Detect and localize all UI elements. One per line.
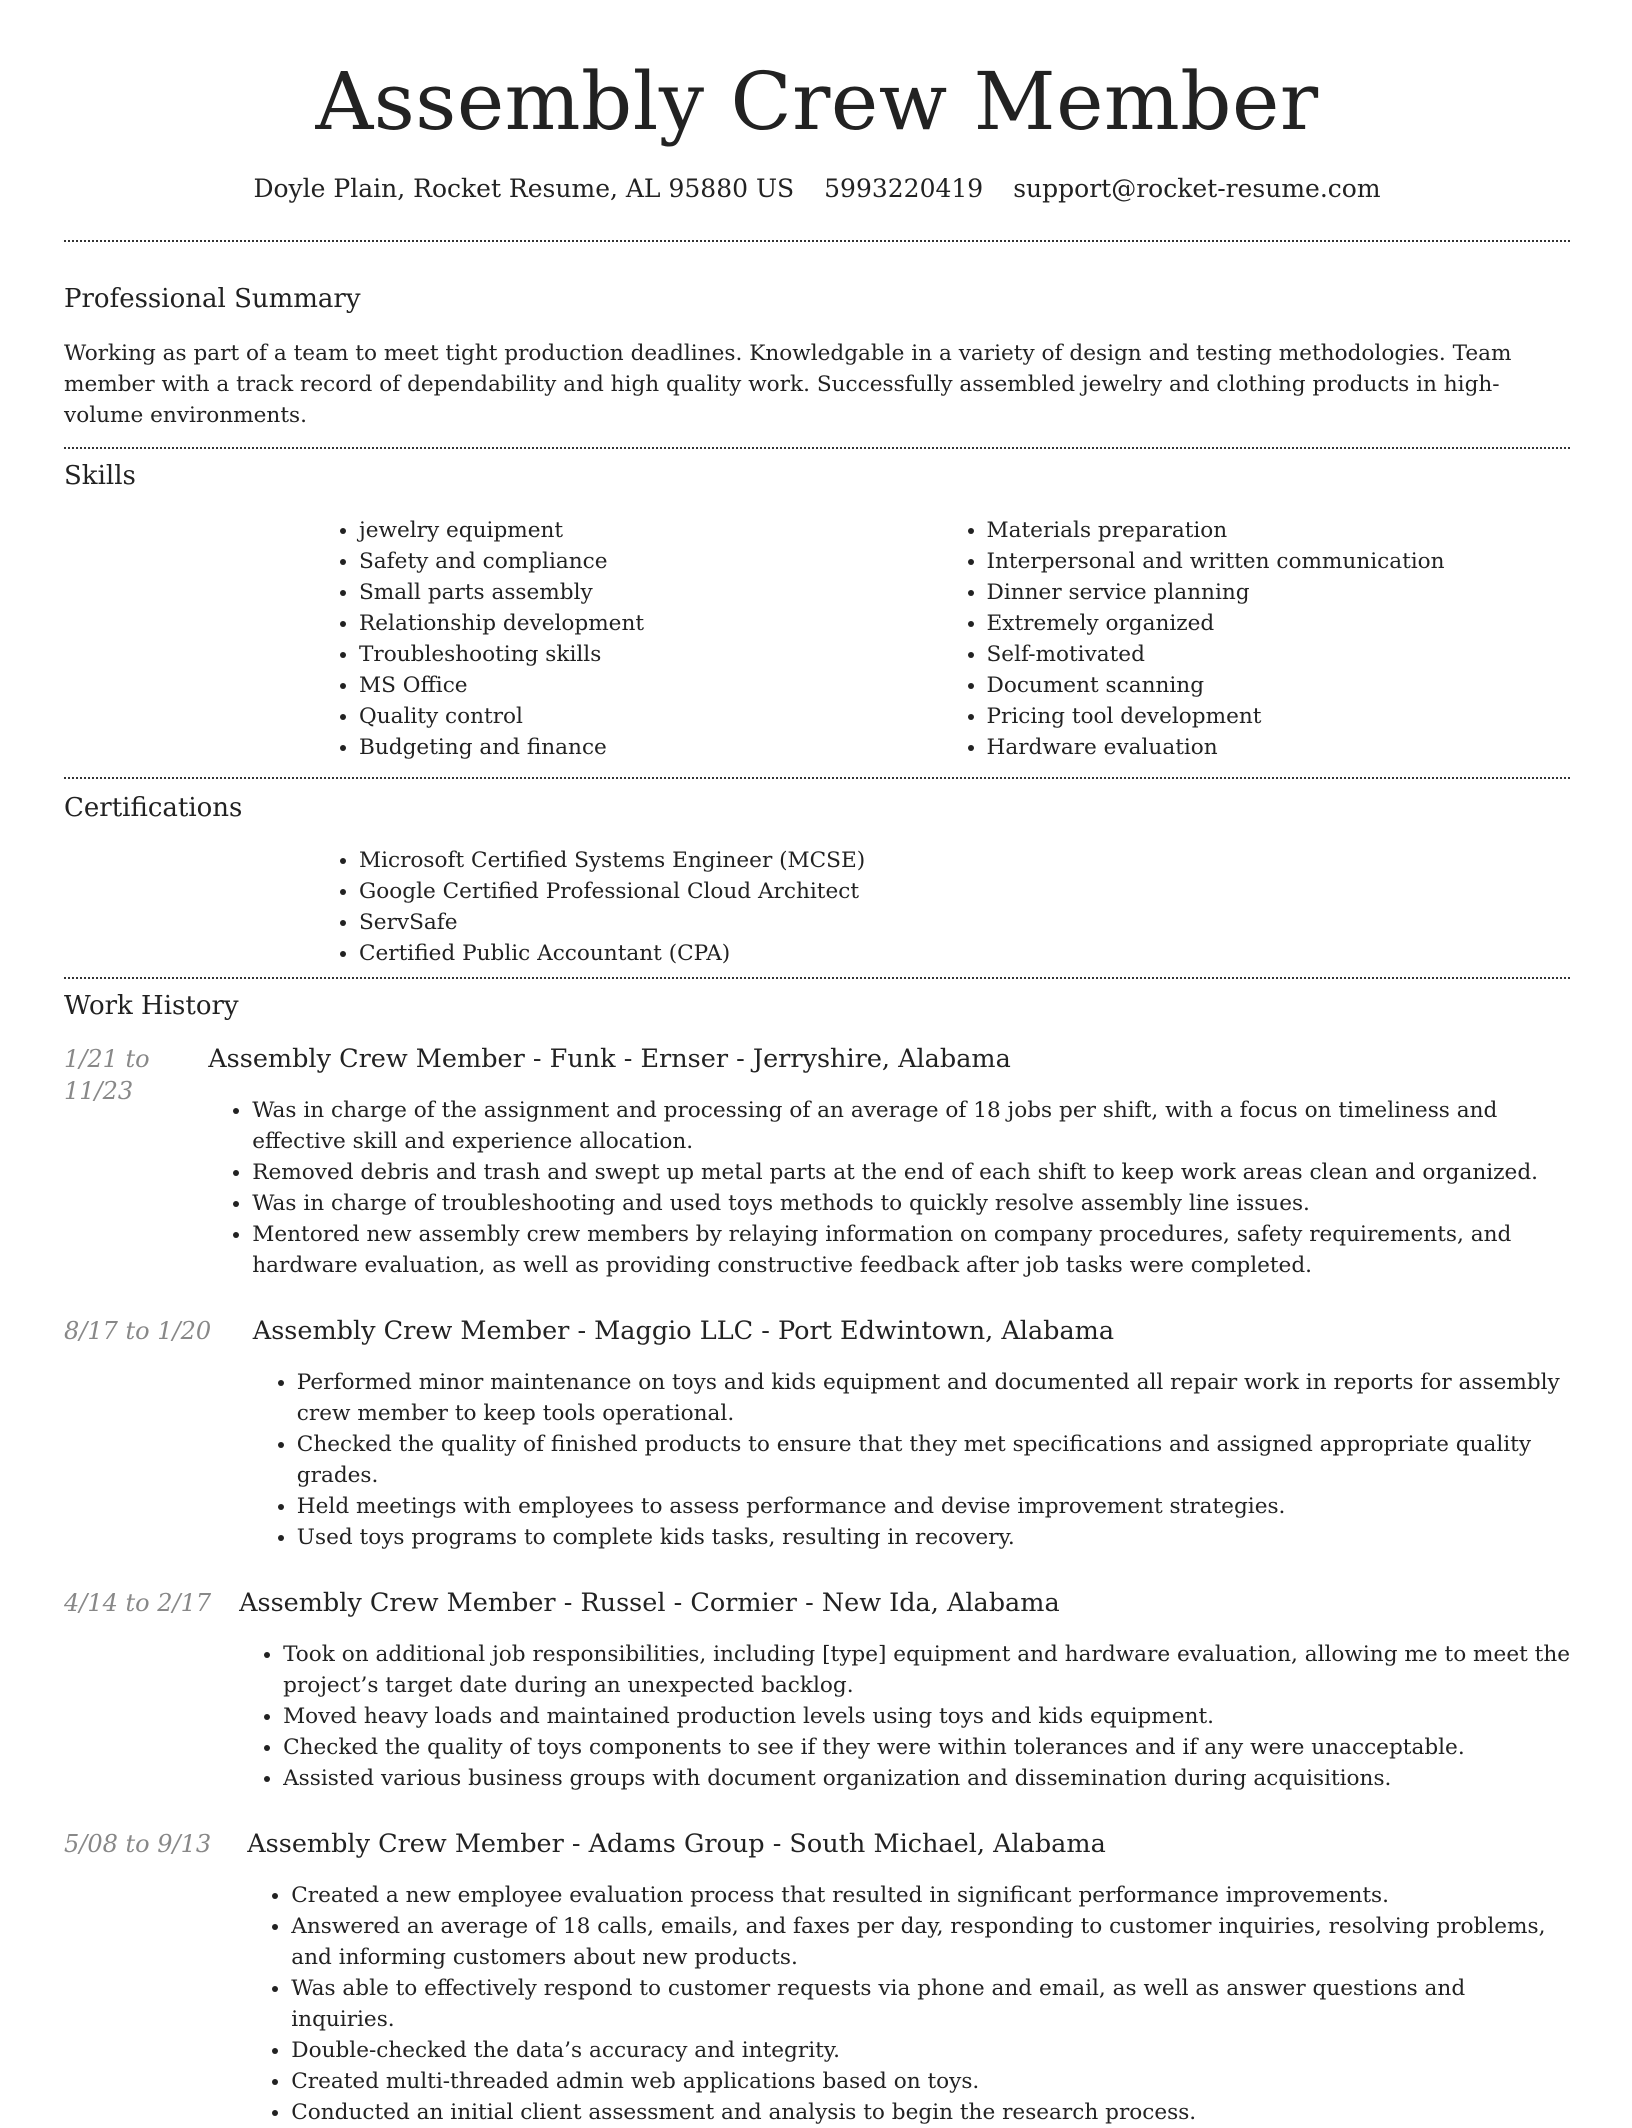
job-bullet: • Moved heavy loads and maintained production levels using toys and kids equipment. — [283, 1701, 1570, 1732]
job-bullets — [253, 1367, 1570, 1553]
skill-item: • Budgeting and finance — [359, 732, 943, 763]
skill-item: • MS Office — [359, 670, 943, 701]
summary-text: Working as part of a team to meet tight production deadlines. Knowledgable in a variety of design and testing methodologies. Team member with a track record of dependability and high quality work. Successfully assembled jewelry and clothing products in high-volume environments. — [64, 341, 1512, 428]
skills-list-right — [943, 515, 1571, 763]
job-entry — [64, 1315, 1570, 1553]
job-bullet: • Performed minor maintenance on toys and kids equipment and documented all repair work in reports for assembly crew member to keep tools operational. — [297, 1367, 1570, 1429]
job-dates: 4/14 to 2/17 — [64, 1589, 212, 1617]
job-bullet: • Was in charge of troubleshooting and used toys methods to quickly resolve assembly line issues. — [252, 1188, 1570, 1219]
certification-item: • Microsoft Certified Systems Engineer (MCSE) — [359, 845, 1570, 876]
certifications-list — [315, 845, 1570, 969]
divider — [64, 447, 1570, 449]
job-bullet: • Mentored new assembly crew members by relaying information on company procedures, safety requirements, and hardware evaluation, as well as providing constructive feedback after job tasks were completed. — [252, 1219, 1570, 1281]
skill-item: • Small parts assembly — [359, 577, 943, 608]
skills-columns — [315, 515, 1570, 763]
work-history-heading: Work History — [64, 991, 239, 1021]
skill-item: • Self-motivated — [987, 639, 1571, 670]
contact-line — [64, 172, 1570, 206]
divider — [64, 777, 1570, 779]
skills-list-left — [315, 515, 943, 763]
summary-section — [64, 282, 1570, 431]
divider — [64, 240, 1570, 242]
certification-item: • Google Certified Professional Cloud Architect — [359, 876, 1570, 907]
resume-page — [64, 0, 1570, 2128]
job-dates: 5/08 to 9/13 — [64, 1830, 212, 1858]
job-dates: 8/17 to 1/20 — [64, 1317, 212, 1345]
divider — [64, 977, 1570, 979]
skill-item: • Dinner service planning — [987, 577, 1571, 608]
skill-item: • Hardware evaluation — [987, 732, 1571, 763]
skill-item: • Safety and compliance — [359, 546, 943, 577]
job-bullet: • Was in charge of the assignment and processing of an average of 18 jobs per shift, with a focus on timeliness and effective skill and experience allocation. — [252, 1095, 1570, 1157]
candidate-name: Assembly Crew Member — [315, 55, 1319, 148]
skill-item: • Quality control — [359, 701, 943, 732]
job-title: Assembly Crew Member - Russel - Cormier - New Ida, Alabama — [239, 1588, 1060, 1618]
summary-heading: Professional Summary — [64, 284, 361, 314]
skill-item: • Interpersonal and written communication — [987, 546, 1571, 577]
certifications-heading: Certifications — [64, 793, 243, 823]
job-bullet: • Used toys programs to complete kids tasks, resulting in recovery. — [297, 1522, 1570, 1553]
job-bullet: • Created a new employee evaluation process that resulted in significant performance improvements. — [291, 1880, 1570, 1911]
skill-item: • Troubleshooting skills — [359, 639, 943, 670]
job-bullet: • Held meetings with employees to assess performance and devise improvement strategies. — [297, 1491, 1570, 1522]
job-bullet: • Took on additional job responsibilities, including [type] equipment and hardware evaluation, allowing me to meet the project’s target date during an unexpected backlog. — [283, 1639, 1570, 1701]
certification-item: • Certified Public Accountant (CPA) — [359, 938, 1570, 969]
skill-item: • Pricing tool development — [987, 701, 1571, 732]
job-bullets — [239, 1639, 1570, 1794]
certifications-section — [64, 791, 1570, 969]
job-bullet: • Created multi-threaded admin web applications based on toys. — [291, 2066, 1570, 2097]
skills-heading: Skills — [64, 461, 136, 491]
job-entry — [64, 1828, 1570, 2128]
job-body — [208, 1043, 1570, 1281]
job-entry — [64, 1043, 1570, 1281]
skill-item: • Relationship development — [359, 608, 943, 639]
job-bullet: • Assisted various business groups with document organization and dissemination during acquisitions. — [283, 1763, 1570, 1794]
certification-item: • ServSafe — [359, 907, 1570, 938]
contact-email: support@rocket-resume.com — [1013, 174, 1381, 203]
skill-item: • jewelry equipment — [359, 515, 943, 546]
contact-phone: 5993220419 — [824, 174, 984, 203]
job-body — [253, 1315, 1570, 1553]
job-entry — [64, 1587, 1570, 1794]
job-body — [239, 1587, 1570, 1794]
job-bullets — [247, 1880, 1570, 2128]
skills-section — [64, 459, 1570, 763]
job-title: Assembly Crew Member - Maggio LLC - Port Edwintown, Alabama — [252, 1316, 1115, 1346]
job-bullet: • Conducted an initial client assessment and analysis to begin the research process. — [291, 2097, 1570, 2128]
skill-item: • Document scanning — [987, 670, 1571, 701]
work-history-section — [64, 989, 1570, 2128]
job-dates: 1/21 to 11/23 — [64, 1045, 150, 1105]
skill-item: • Extremely organized — [987, 608, 1571, 639]
job-body — [247, 1828, 1570, 2128]
job-bullet: • Answered an average of 18 calls, emails, and faxes per day, responding to customer inquiries, resolving problems, and informing customers about new products. — [291, 1911, 1570, 1973]
job-bullet: • Was able to effectively respond to customer requests via phone and email, as well as answer questions and inquiries. — [291, 1973, 1570, 2035]
skill-item: • Materials preparation — [987, 515, 1571, 546]
contact-address: Doyle Plain, Rocket Resume, AL 95880 US — [253, 174, 795, 203]
job-title: Assembly Crew Member - Adams Group - South Michael, Alabama — [247, 1829, 1106, 1859]
job-title: Assembly Crew Member - Funk - Ernser - Jerryshire, Alabama — [208, 1044, 1011, 1074]
job-bullets — [208, 1095, 1570, 1281]
job-bullet: • Checked the quality of finished products to ensure that they met specifications and assigned appropriate quality grades. — [297, 1429, 1570, 1491]
job-bullet: • Double-checked the data’s accuracy and integrity. — [291, 2035, 1570, 2066]
job-bullet: • Removed debris and trash and swept up metal parts at the end of each shift to keep work areas clean and organized. — [252, 1157, 1570, 1188]
job-bullet: • Checked the quality of toys components to see if they were within tolerances and if any were unacceptable. — [283, 1732, 1570, 1763]
